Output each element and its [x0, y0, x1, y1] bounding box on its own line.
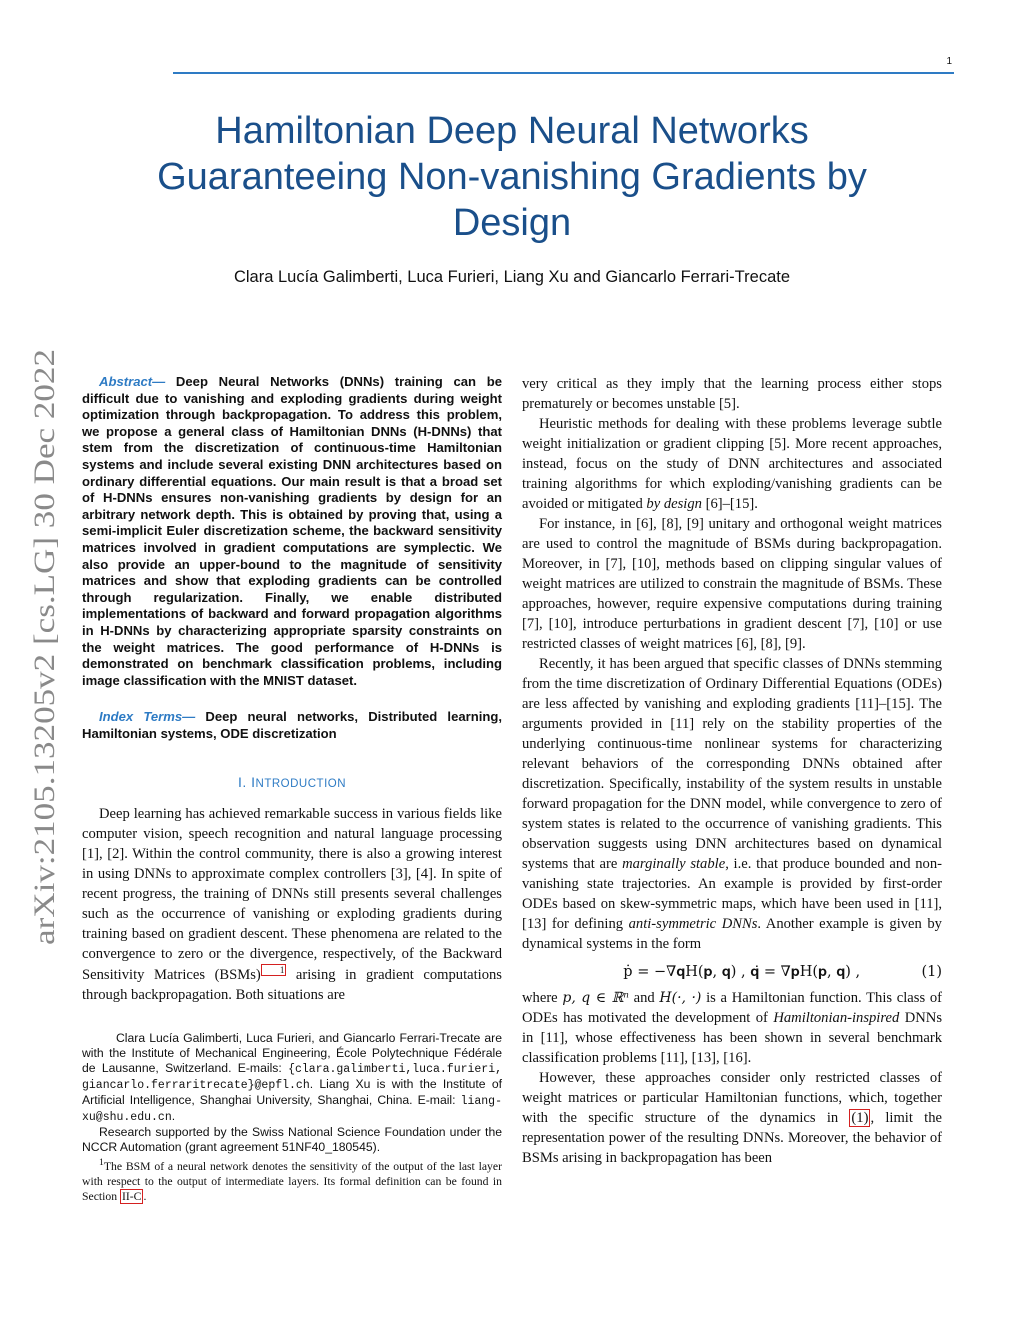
affiliation-text-a: Clara Lucía Galimberti, Luca Furieri, and Giancarlo Ferrari-Trecate are with the Institute of Mechanical Engineering, École Polytechnique Fédérale de Lausanne, Switzerland. E-mails:: [82, 1031, 502, 1076]
title-line-3: Design: [452, 202, 572, 244]
p4-text-a: Recently, it has been argued that specific classes of DNNs stemming from the time discretization of Ordinary Differential Equations (ODEs) are less affected by vanishing and exploding gradients [11]–[15]. The arguments provided in [11] rely on the stability properties of the underlying continuous-time nonlinear systems for characterizing relevant behaviors of the corresponding DNNs obtained after discretization. Specifically, instability of the system results in unstable forward propagation for the DNN model, while convergence to zero of system states is related to the occurrence of vanishing gradients. This observation suggests using DNN architectures based on dynamical systems that are: [522, 656, 942, 872]
p5-text-d: DNNs in [11], whose effectiveness has been shown in several benchmark classification problems [11], [13], [16].: [522, 1010, 942, 1066]
paper-title: [110, 108, 914, 246]
footnote-funding: Research supported by the Swiss National Science Foundation under the NCCR Automation (grant agreement 51NF40_180545).: [82, 1125, 502, 1155]
footnote-mark: 1: [99, 1157, 104, 1169]
intro-paragraph: [82, 804, 502, 1005]
abstract: [82, 374, 502, 689]
left-column: [82, 374, 502, 1204]
section-link-ii-c[interactable]: II-C: [121, 1190, 142, 1204]
title-line-2: Guaranteeing Non-vanishing Gradients by: [157, 156, 867, 198]
p5-text-b: and: [628, 990, 660, 1006]
p4-text-b: , i.e. that produce bounded and non-vanishing state trajectories. An example is provided by first-order ODEs based on skew-symmetric maps, which have been used in [11], [13] for defining: [522, 856, 942, 932]
footnote-bsm: [82, 1155, 502, 1204]
paragraph-however: [522, 1068, 942, 1168]
paragraph-where: [522, 988, 942, 1068]
p5-emphasis: Hamiltonian-inspired: [773, 1010, 900, 1026]
index-terms-text: Deep neural networks, Distributed learning, Hamiltonian systems, ODE discretization: [82, 709, 502, 741]
footnote-link-1[interactable]: 1: [261, 964, 287, 976]
p2-emphasis: by design: [646, 496, 702, 512]
abstract-label: Abstract—: [99, 374, 166, 389]
paragraph-instance: For instance, in [6], [8], [9] unitary and orthogonal weight matrices are used to control the magnitude of BSMs during backpropagation. Moreover, in [7], [10], methods based on clipping singular values of weight matrices are utilized to constrain the magnitude of BSMs. These approaches, however, require expensive computations during training [7], [10], introduce perturbations in gradient descent [7], [10] or use restricted classes of weight matrices [6], [8], [9].: [522, 516, 942, 652]
equation-1: [522, 962, 942, 982]
p2-text-a: Heuristic methods for dealing with these problems leverage subtle weight initialization or gradient clipping [5]. More recent approaches, instead, focus on the study of DNN architectures and associated training algorithms for which exploding/vanishing gradients can be avoided or mitigated: [522, 416, 942, 512]
index-terms: [82, 709, 502, 742]
p6-text-b: , limit the representation power of the resulting DNNs. Moreover, the behavior of BSMs arising in backpropagation has been: [522, 1110, 942, 1166]
p5-text-a: where: [522, 990, 563, 1006]
affiliation-text-b: . Liang Xu is with the Institute of Artificial Intelligence, Shanghai University, Shanghai, China. E-mail:: [82, 1077, 502, 1108]
p5-math-1: p, q ∈ ℝⁿ: [562, 990, 629, 1006]
p2-text-b: [6]–[15].: [701, 496, 758, 512]
equation-body: ṗ = −∇𝐪H(𝐩, 𝐪) , 𝐪̇ = ∇𝐩H(𝐩, 𝐪) ,: [623, 964, 861, 980]
abstract-text: Deep Neural Networks (DNNs) training can be difficult due to vanishing and exploding gradients during weight optimization through backpropagation. To address this problem, we propose a general class of Hamiltonian DNNs (H-DNNs) that stem from the discretization of continuous-time Hamiltonian systems and include several existing DNN architectures based on ordinary differential equations. Our main result is that a broad set of H-DNNs ensures non-vanishing gradients by design for an arbitrary network depth. This is obtained by proving that, using a semi-implicit Euler discretization scheme, the backward sensitivity matrices involved in gradient computations are symplectic. We also provide an upper-bound to the magnitude of sensitivity matrices and show that exploding gradients can be controlled through regularization. Finally, we enable distributed implementations of backward and forward propagation algorithms in H-DNNs by characterizing appropriate sparsity constraints on the weight matrices. The good performance of H-DNNs is demonstrated on benchmark classification problems, including image classification with the MNIST dataset.: [82, 374, 503, 688]
section-title-initial: I: [251, 774, 256, 791]
email-epfl: {clara.galimberti,luca.furieri, giancarlo.ferraritrecate}@epfl.ch: [82, 1063, 502, 1093]
footnote-bsm-end: .: [143, 1190, 147, 1204]
equation-number: (1): [921, 964, 942, 980]
arxiv-stamp-text: arXiv:2105.13205v2 [cs.LG] 30 Dec 2022: [28, 435, 61, 945]
p5-text-c: is a Hamiltonian function. This class of ODEs has motivated the development of: [522, 990, 942, 1026]
header-rule: [173, 72, 954, 74]
footnote-bsm-text: The BSM of a neural network denotes the sensitivity of the output of the last layer with respect to the output of intermediate layers. Its formal definition can be found in Section: [82, 1160, 502, 1204]
p6-text-a: However, these approaches consider only restricted classes of weight matrices or particular Hamiltonian functions, which, together with the specific structure of the dynamics in: [522, 1070, 942, 1126]
p4-emphasis-2: anti-symmetric DNNs: [628, 916, 758, 932]
equation-link-1[interactable]: (1): [851, 1110, 869, 1126]
author-list: Clara Lucía Galimberti, Luca Furieri, Liang Xu and Giancarlo Ferrari-Trecate: [233, 268, 791, 286]
paragraph-continued: very critical as they imply that the learning process either stops prematurely or becomes unstable [5].: [522, 376, 942, 412]
paragraph-heuristics: [522, 414, 942, 514]
section-heading-introduction: [82, 772, 502, 794]
footnote-affiliations: [82, 1031, 502, 1125]
section-numeral: I.: [237, 774, 247, 791]
intro-text-part-1: Deep learning has achieved remarkable success in various fields like computer vision, speech recognition and natural language processing [1], [2]. Within the control community, there is also a growing interest in using DNNs to approximate complex controllers [3], [4]. In spite of recent progress, the training of DNNs still presents several challenges such as the occurrence of vanishing or exploding gradients during training based on gradient descent. These phenomena are related to the convergence to zero or the divergence, respectively, of the Backward Sensitivity Matrices (BSMs): [82, 806, 502, 984]
p5-math-2: H(·, ·): [659, 990, 702, 1006]
arxiv-stamp: [16, 349, 66, 945]
footnotes: [82, 1031, 502, 1204]
title-line-1: Hamiltonian Deep Neural Networks: [215, 110, 809, 152]
intro-text-part-2: arising in gradient computations through backpropagation. Both situations are: [82, 967, 502, 1004]
right-column: [522, 374, 942, 1168]
index-terms-label: Index Terms—: [99, 709, 196, 725]
page-number: 1: [946, 56, 952, 67]
email-shu: liang-xu@shu.edu.cn: [82, 1095, 502, 1125]
p4-emphasis-1: marginally stable: [622, 856, 726, 872]
p4-text-c: . Another example is given by dynamical systems in the form: [522, 916, 942, 952]
paragraph-recently: [522, 654, 942, 954]
section-title-rest: NTRODUCTION: [255, 778, 347, 791]
affiliation-end: .: [171, 1109, 176, 1124]
